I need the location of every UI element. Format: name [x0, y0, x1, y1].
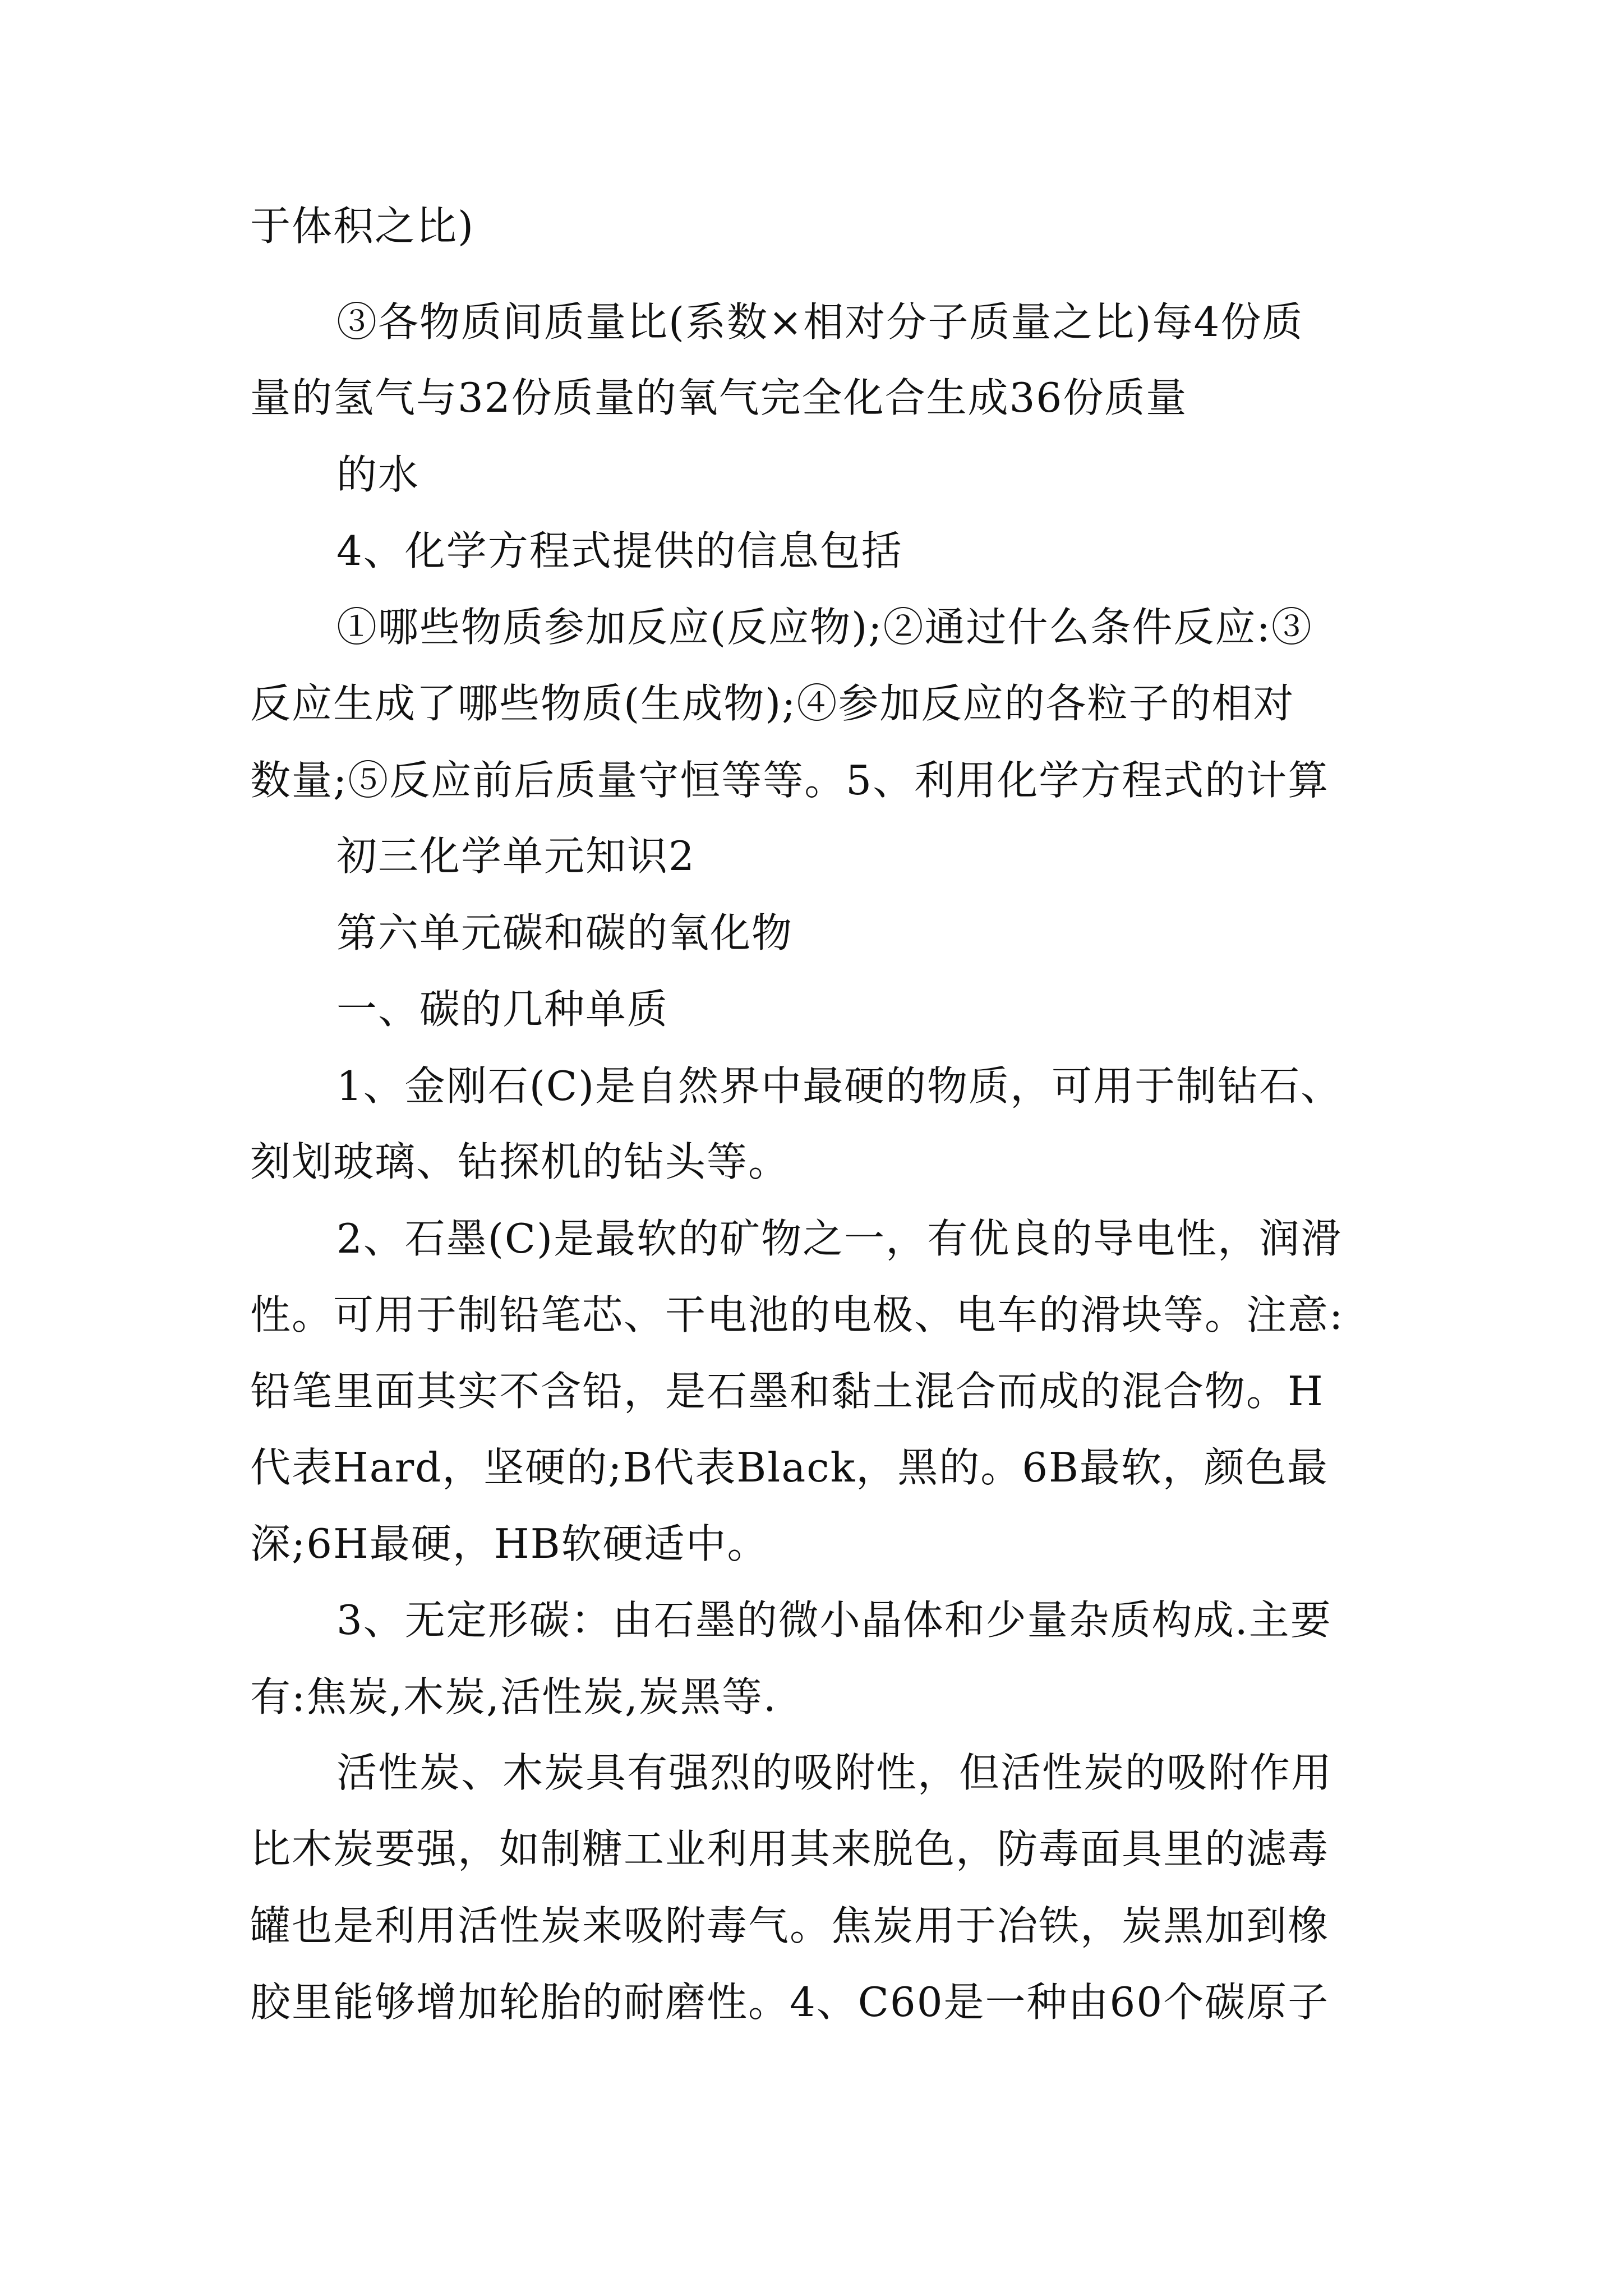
text-line: 活性炭、木炭具有强烈的吸附性，但活性炭的吸附作用 [336, 1749, 1333, 1796]
text-line: 代表Hard，坚硬的;B代表Black，黑的。6B最软，颜色最 [250, 1444, 1329, 1491]
section-heading: 初三化学单元知识2 [336, 832, 695, 880]
text-line: 铅笔里面其实不含铅，是石墨和黏土混合而成的混合物。H [250, 1368, 1324, 1415]
text-line: 3、无定形碳：由石墨的微小晶体和少量杂质构成.主要 [336, 1596, 1332, 1644]
unit-heading: 第六单元碳和碳的氧化物 [336, 909, 794, 956]
text-line: 1、金刚石(C)是自然界中最硬的物质，可用于制钻石、 [336, 1062, 1343, 1110]
text-line: 有:焦炭,木炭,活性炭,炭黑等. [250, 1673, 777, 1720]
subsection-heading: 一、碳的几种单质 [336, 986, 669, 1033]
text-line: 反应生成了哪些物质(生成物);④参加反应的各粒子的相对 [250, 680, 1295, 727]
text-line: 深;6H最硬，HB软硬适中。 [250, 1520, 769, 1567]
text-line: 性。可用于制铅笔芯、干电池的电极、电车的滑块等。注意: [250, 1291, 1344, 1338]
text-line: 比木炭要强，如制糖工业利用其来脱色，防毒面具里的滤毒 [250, 1825, 1330, 1872]
text-line: 数量;⑤反应前后质量守恒等等。5、利用化学方程式的计算 [250, 757, 1330, 804]
text-line: 4、化学方程式提供的信息包括 [336, 527, 903, 574]
text-line: 的水 [336, 451, 420, 498]
text-line: 于体积之比) [250, 203, 475, 250]
text-line: 胶里能够增加轮胎的耐磨性。4、C60是一种由60个碳原子 [250, 1978, 1330, 2026]
text-line: 罐也是利用活性炭来吸附毒气。焦炭用于冶铁，炭黑加到橡 [250, 1902, 1330, 1949]
text-line: 刻划玻璃、钻探机的钻头等。 [250, 1138, 790, 1185]
text-line: 量的氢气与32份质量的氧气完全化合生成36份质量 [250, 374, 1188, 421]
text-line: 2、石墨(C)是最软的矿物之一，有优良的导电性，润滑 [336, 1215, 1343, 1262]
text-line: ①哪些物质参加反应(反应物);②通过什么条件反应:③ [336, 604, 1313, 651]
text-line: ③各物质间质量比(系数×相对分子质量之比)每4份质 [336, 298, 1304, 346]
